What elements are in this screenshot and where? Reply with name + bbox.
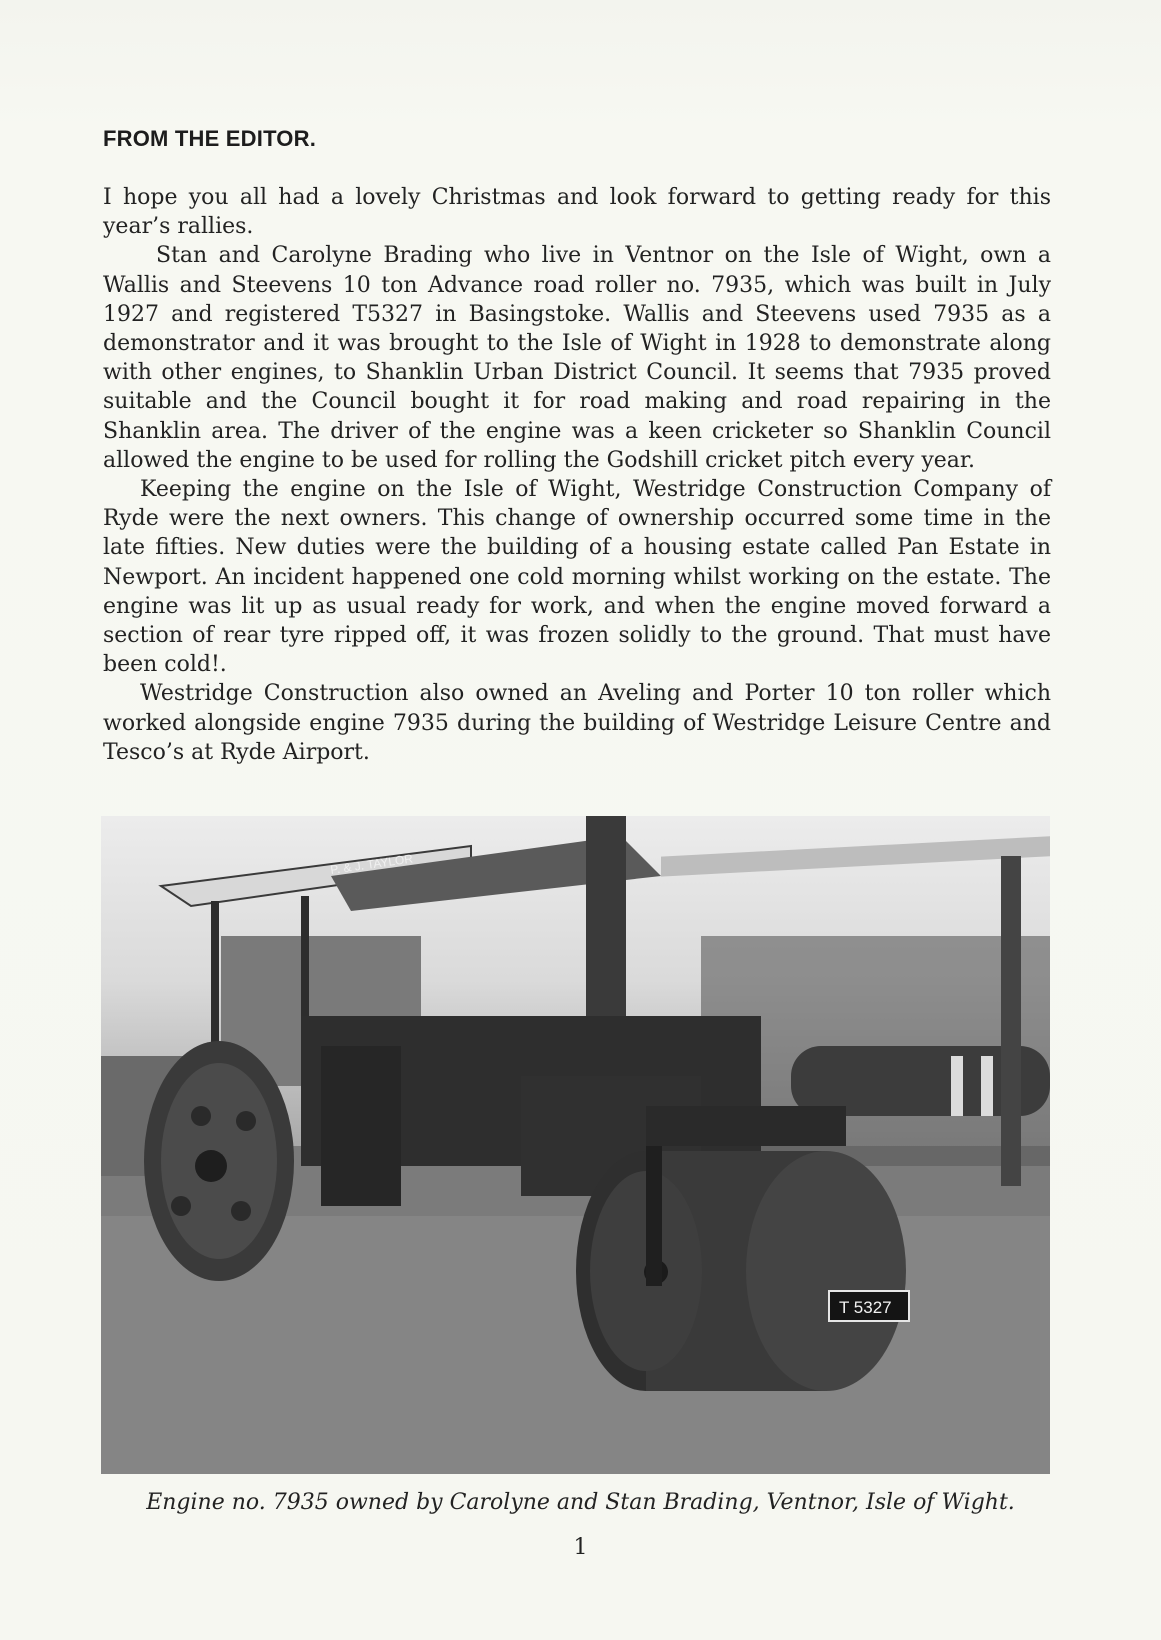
canopy-lettering: P. & J. TAYLOR <box>329 851 414 877</box>
page-number: 1 <box>573 1535 588 1560</box>
paragraph-4: Westridge Construction also owned an Aveling and Porter 10 ton roller which worked alongside engine 7935 during the building of Westridge Leisure Centre and Tesco’s at Ryde Airport. <box>103 681 1051 765</box>
article-body <box>103 183 1051 767</box>
number-plate: T 5327 <box>839 1298 892 1317</box>
paragraph-3: Keeping the engine on the Isle of Wight, Westridge Construction Company of Ryde were the next owners. This change of ownership occurred some time in the late fifties. New duties were the building of a housing estate called Pan Estate in Newport. An incident happened one cold morning whilst working on the estate. The engine was lit up as usual ready for work, and when the engine moved forward a section of rear tyre ripped off, it was frozen solidly to the ground. That must have been cold!. <box>103 477 1051 678</box>
photo-caption: Engine no. 7935 owned by Carolyne and Stan Brading, Ventnor, Isle of Wight. <box>146 1490 1015 1515</box>
road-roller-photo <box>101 816 1050 1474</box>
paragraph-1: I hope you all had a lovely Christmas and look forward to getting ready for this year’s rallies. <box>103 185 1051 240</box>
section-heading: FROM THE EDITOR. <box>103 126 317 151</box>
paragraph-2: Stan and Carolyne Brading who live in Ventnor on the Isle of Wight, own a Wallis and Steevens 10 ton Advance road roller no. 7935, which was built in July 1927 and registered T5327 in Basingstoke. Wallis and Steevens used 7935 as a demonstrator and it was brought to the Isle of Wight in 1928 to demonstrate along with other engines, to Shanklin Urban District Council. It seems that 7935 proved suitable and the Council bought it for road making and road repairing in the Shanklin area. The driver of the engine was a keen cricketer so Shanklin Council allowed the engine to be used for rolling the Godshill cricket pitch every year. <box>103 243 1051 473</box>
